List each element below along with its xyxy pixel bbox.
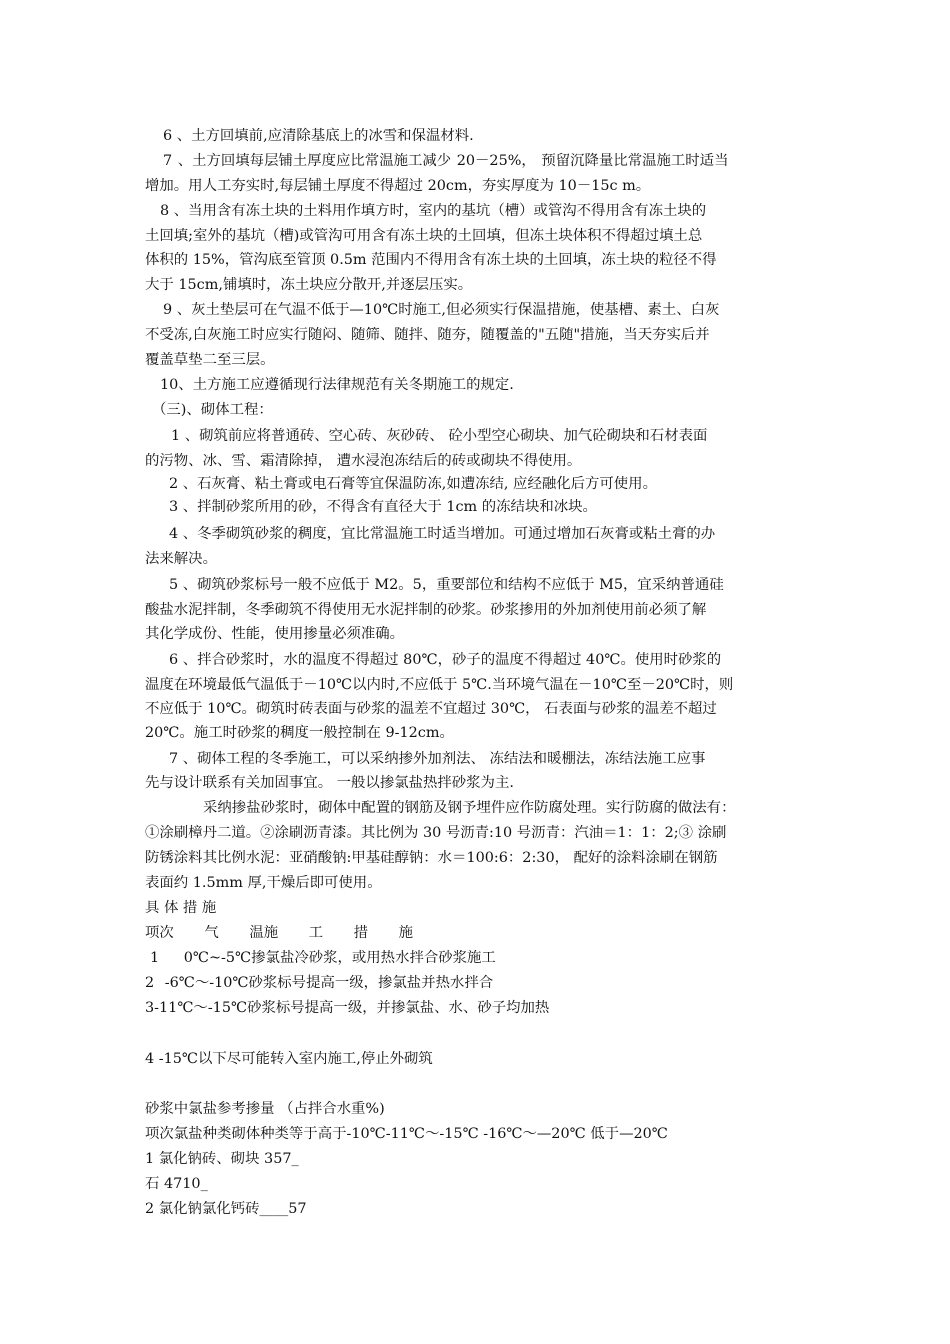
- text-line: 20℃。施工时砂浆的稠度一般控制在 9-12cm。: [145, 725, 454, 741]
- text-line: 2 、石灰膏、粘土膏或电石膏等宜保温防冻,如遭冻结, 应经融化后方可使用。: [169, 476, 657, 492]
- text-line: 土回填;室外的基坑（槽)或管沟可用含有冻土块的土回填，但冻土块体积不得超过填土总: [145, 228, 703, 244]
- text-line: 3 、拌制砂浆所用的砂，不得含有直径大于 1cm 的冻结块和冰块。: [169, 499, 597, 515]
- chloride-row: 石 4710_: [145, 1176, 208, 1192]
- text-line: 采纳掺盐砂浆时，砌体中配置的钢筋及钢予埋件应作防腐处理。实行防腐的做法有：: [203, 800, 736, 816]
- text-line: 防锈涂料其比例水泥：亚硝酸钠:甲基硅醇钠：水＝100:6：2:30， 配好的涂料涂刷在钢筋: [145, 850, 718, 866]
- chloride-table-header: 项次氯盐种类砌体种类等于高于-10℃-11℃～-15℃ -16℃～—20℃ 低于—20℃: [145, 1126, 668, 1142]
- chloride-row: 1 氯化钠砖、砌块 357_: [145, 1151, 299, 1167]
- text-line: 1 、砌筑前应将普通砖、空心砖、灰砂砖、 砼小型空心砌块、加气砼砌块和石材表面: [171, 428, 708, 444]
- text-line: 7 、砌体工程的冬季施工，可以采纳掺外加剂法、 冻结法和暖棚法，冻结法施工应事: [169, 751, 706, 767]
- text-line: 5 、砌筑砂浆标号一般不应低于 M2。5，重要部位和结构不应低于 M5，宜采纳普通硅: [169, 577, 724, 593]
- text-line: ①涂刷樟丹二道。②涂刷沥青漆。其比例为 30 号沥青:10 号沥青：汽油＝1：1：2;③ 涂刷: [145, 825, 727, 841]
- measures-table-header: 项次 气 温施 工 措 施: [145, 925, 413, 941]
- text-line: 6 、拌合砂浆时，水的温度不得超过 80℃，砂子的温度不得超过 40℃。使用时砂浆的: [169, 652, 722, 668]
- text-line: 大于 15cm,铺填时，冻土块应分散开,并逐层压实。: [145, 277, 473, 293]
- text-line: 体积的 15%，管沟底至管顶 0.5m 范围内不得用含有冻土块的土回填，冻土块的粒径不得: [145, 252, 717, 268]
- measures-row: 2 -6℃～-10℃砂浆标号提高一级，掺氯盐并热水拌合: [145, 975, 494, 991]
- text-line: 酸盐水泥拌制，冬季砌筑不得使用无水泥拌制的砂浆。砂浆掺用的外加剂使用前必须了解: [145, 602, 707, 618]
- measures-row: 1 0℃~-5℃掺氯盐冷砂浆，或用热水拌合砂浆施工: [150, 950, 496, 966]
- text-line: 覆盖草垫二至三层。: [145, 352, 275, 368]
- text-line: 10、土方施工应遵循现行法律规范有关冬期施工的规定.: [160, 377, 514, 393]
- text-line: 表面约 1.5mm 厚,干燥后即可使用。: [145, 875, 382, 891]
- text-line: 9 、灰土垫层可在气温不低于—10℃时施工,但必须实行保温措施，使基槽、素土、白灰: [163, 302, 720, 318]
- text-line: 温度在环境最低气温低于－10℃以内时,不应低于 5℃.当环境气温在－10℃至－20℃时，则: [145, 677, 734, 693]
- text-line: 7 、土方回填每层铺土厚度应比常温施工减少 20－25%， 预留沉降量比常温施工时适当: [163, 153, 729, 169]
- section-heading: （三)、砌体工程：: [152, 402, 273, 418]
- text-line: 的污物、冰、雪、霜清除掉， 遭水浸泡冻结后的砖或砌块不得使用。: [145, 453, 582, 469]
- measures-row: 4 -15℃以下尽可能转入室内施工,停止外砌筑: [145, 1051, 433, 1067]
- measures-heading: 具 体 措 施: [145, 900, 217, 916]
- chloride-row: 2 氯化钠氯化钙砖____57: [145, 1201, 307, 1217]
- text-line: 不受冻,白灰施工时应实行随闷、随筛、随拌、随夯，随覆盖的"五随"措施，当天夯实后并: [145, 327, 710, 343]
- text-line: 6 、土方回填前,应清除基底上的冰雪和保温材料.: [163, 128, 474, 144]
- chloride-table-title: 砂浆中氯盐参考掺量 （占拌合水重%): [145, 1101, 385, 1117]
- text-line: 其化学成份、性能，使用掺量必须准确。: [145, 626, 405, 642]
- text-line: 4 、冬季砌筑砂浆的稠度，宜比常温施工时适当增加。可通过增加石灰膏或粘土膏的办: [169, 526, 716, 542]
- text-line: 法来解决。: [145, 551, 217, 567]
- text-line: 8 、当用含有冻土块的土料用作填方时，室内的基坑（槽）或管沟不得用含有冻土块的: [160, 203, 707, 219]
- text-line: 增加。用人工夯实时,每层铺土厚度不得超过 20cm，夯实厚度为 10－15c m。: [145, 178, 651, 194]
- measures-row: 3-11℃～-15℃砂浆标号提高一级，并掺氯盐、水、砂子均加热: [145, 1000, 550, 1016]
- text-line: 先与设计联系有关加固事宜。 一般以掺氯盐热拌砂浆为主.: [145, 775, 514, 791]
- text-line: 不应低于 10℃。砌筑时砖表面与砂浆的温差不宜超过 30℃， 石表面与砂浆的温差不超过: [145, 701, 717, 717]
